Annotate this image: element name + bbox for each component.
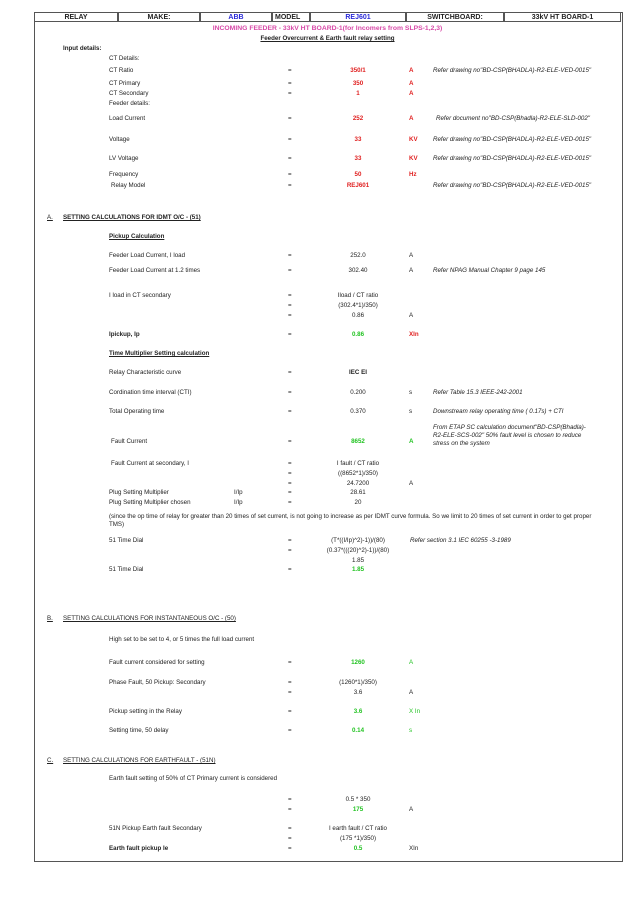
- td-value: (T*((I/Ip)^2)-1))/(80): [331, 537, 385, 544]
- tdf-eq: =: [288, 566, 292, 573]
- load-current-ref: Refer document no"BD-CSP(Bhadla)-R2-ELE-SLD-002": [436, 115, 590, 122]
- e2-eq: =: [288, 806, 292, 813]
- e5-value: 0.5: [353, 845, 363, 852]
- iload-sec-label: I load in CT secondary: [109, 292, 171, 299]
- lv-voltage-ref: Refer drawing no"BD-CSP(BHADLA)-R2-ELE-VED-0015": [433, 155, 592, 162]
- relay-model-eq: =: [288, 182, 292, 189]
- fault-unit: A: [409, 438, 414, 445]
- lv-voltage-unit: KV: [409, 155, 418, 162]
- fsec-unit3: A: [409, 480, 414, 487]
- lv-voltage-value: 33: [354, 155, 362, 162]
- load-current-unit: A: [409, 115, 414, 122]
- psm-mid: I/Ip: [234, 489, 243, 496]
- load-current-eq: =: [288, 115, 292, 122]
- feeder-load-unit: A: [409, 252, 414, 259]
- fsec-eq3: =: [288, 480, 292, 487]
- top-label: Total Operating time: [109, 408, 165, 415]
- iload-sec-value3: 0.86: [351, 312, 365, 319]
- feeder-load-eq: =: [288, 252, 292, 259]
- e4-eq: =: [288, 835, 292, 842]
- iload-sec-eq2: =: [288, 302, 292, 309]
- iload-sec-value2: (302.4*1)/350): [338, 302, 378, 309]
- feeder-details: Feeder details:: [109, 100, 150, 107]
- relay-model-ref: Refer drawing no"BD-CSP(BHADLA)-R2-ELE-VED-0015": [433, 182, 592, 189]
- feeder-load-12-ref: Refer NPAG Manual Chapter 9 page 145: [433, 267, 546, 274]
- ct-secondary-label: CT Secondary: [109, 90, 149, 97]
- ct-ratio-eq: =: [288, 67, 292, 74]
- input-heading: Input details:: [63, 45, 102, 52]
- curve-eq: =: [288, 369, 292, 376]
- ps-eq: =: [288, 708, 292, 715]
- ct-details: CT Details:: [109, 55, 140, 62]
- sec-c-title: SETTING CALCULATIONS FOR EARTHFAULT - (51N): [63, 757, 216, 764]
- psm-note: (since the op time of relay for greater than 20 times of set current, is not going to increase as per IDMT curve formula. So we limit to 20 times of set current in order to get proper TMS): [109, 513, 592, 528]
- feeder-load-12-unit: A: [409, 267, 414, 274]
- ct-ratio-label: CT Ratio: [109, 67, 134, 74]
- e3-eq: =: [288, 825, 292, 832]
- fc-label: Fault current considered for setting: [109, 659, 205, 666]
- ct-secondary-eq: =: [288, 90, 292, 97]
- td-value2: (0.37*(((20)^2)-1))/(80): [326, 547, 390, 554]
- lv-voltage-eq: =: [288, 155, 292, 162]
- e3-value: I earth fault / CT ratio: [328, 825, 387, 832]
- sec-a-letter: A.: [47, 214, 53, 221]
- st-label: Setting time, 50 delay: [109, 727, 169, 734]
- sec-b-note: High set to be set to 4, or 5 times the full load current: [109, 636, 255, 643]
- sec-c-note: Earth fault setting of 50% of CT Primary current is considered: [109, 775, 278, 782]
- fault-value: 8652: [351, 438, 365, 445]
- tms-title: Time Multiplier Setting calculation: [109, 350, 210, 357]
- iload-sec-unit3: A: [409, 312, 414, 319]
- ps-value: 3.6: [353, 708, 363, 715]
- header-relay: RELAY: [34, 12, 118, 22]
- ct-primary-eq: =: [288, 80, 292, 87]
- sec-b-letter: B.: [47, 615, 53, 622]
- fsec-value: I fault / CT ratio: [336, 460, 380, 467]
- e3-label: 51N Pickup Earth fault Secondary: [109, 825, 202, 832]
- feeder-load-label: Feeder Load Current, I load: [109, 252, 186, 259]
- voltage-ref: Refer drawing no"BD-CSP(BHADLA)-R2-ELE-VED-0015": [433, 136, 592, 143]
- st-eq: =: [288, 727, 292, 734]
- pf-label: Phase Fault, 50 Pickup: Secondary: [109, 679, 206, 686]
- ct-ratio-value: 350/1: [350, 67, 366, 74]
- frequency-value: 50: [354, 171, 362, 178]
- relay-model-value: REJ601: [346, 182, 370, 189]
- psm2-eq: =: [288, 499, 292, 506]
- subtitle: INCOMING FEEDER - 33kV HT BOARD-1(for Incomers from SLPS-1,2,3): [212, 25, 443, 32]
- ipickup-label: Ipickup, Ip: [109, 331, 140, 338]
- psm2-label: Plug Setting Multiplier chosen: [109, 499, 191, 506]
- sec-c-letter: C.: [47, 757, 54, 764]
- cti-label: Cordination time interval (CTI): [109, 389, 192, 396]
- fault-eq: =: [288, 438, 292, 445]
- fsec-eq2: =: [288, 470, 292, 477]
- psm-label: Plug Setting Multiplier: [109, 489, 169, 496]
- ct-primary-value: 350: [352, 80, 364, 87]
- curve-label: Relay Characteristic curve: [109, 369, 182, 376]
- pickup-title: Pickup Calculation: [109, 233, 165, 240]
- e5-label: Earth fault pickup Ie: [109, 845, 169, 852]
- ipickup-eq: =: [288, 331, 292, 338]
- tdf-value: 1.85: [351, 566, 365, 573]
- frequency-unit: Hz: [409, 171, 417, 178]
- header-switchboard-label: SWITCHBOARD:: [406, 12, 504, 22]
- relay-model-label: Relay Model: [111, 182, 146, 189]
- psm2-mid: I/Ip: [234, 499, 243, 506]
- ct-secondary-value: 1: [356, 90, 360, 97]
- voltage-eq: =: [288, 136, 292, 143]
- voltage-unit: KV: [409, 136, 418, 143]
- ps-unit: X In: [409, 708, 421, 715]
- e4-value: (175 *1)/350): [339, 835, 377, 842]
- header-model-label: MODEL: [272, 12, 310, 22]
- pf-value: (1260*1)/350): [339, 679, 377, 686]
- ct-ratio-unit: A: [409, 67, 414, 74]
- pf-eq: =: [288, 679, 292, 686]
- header-switchboard-value: 33kV HT BOARD-1: [504, 12, 621, 22]
- feeder-load-value: 252.0: [350, 252, 366, 259]
- header-make-label: MAKE:: [118, 12, 200, 22]
- cti-value: 0.200: [350, 389, 366, 396]
- ps-label: Pickup setting in the Relay: [109, 708, 182, 715]
- fc-unit: A: [409, 659, 414, 666]
- curve-value: IEC EI: [349, 369, 367, 376]
- top-ref: Downstream relay operating time ( 0.17s) + CTI: [433, 408, 564, 415]
- fault-label: Fault Current: [111, 438, 148, 445]
- feeder-load-12-value: 302.40: [348, 267, 368, 274]
- e2-unit: A: [409, 806, 414, 813]
- fsec-value2: ((8652*1)/350): [338, 470, 378, 477]
- ct-primary-unit: A: [409, 80, 414, 87]
- fault-ref: From ETAP SC calculation document"BD-CSP(Bhadla)-R2-ELE-SCS-002" 50% fault level is chosen to reduce stress on the system: [433, 424, 586, 447]
- ipickup-unit: XIn: [409, 331, 419, 338]
- iload-sec-eq: =: [288, 292, 292, 299]
- td-ref: Refer section 3.1 IEC 60255 -3-1989: [410, 537, 511, 544]
- fc-eq: =: [288, 659, 292, 666]
- section-title: Feeder Overcurrent & Earth fault relay setting: [260, 35, 395, 42]
- pf-eq2: =: [288, 689, 292, 696]
- psm2-value: 20: [354, 499, 362, 506]
- top-value: 0.370: [350, 408, 366, 415]
- td-eq2: =: [288, 547, 292, 554]
- frequency-eq: =: [288, 171, 292, 178]
- top-eq: =: [288, 408, 292, 415]
- sec-a-title: SETTING CALCULATIONS FOR IDMT O/C - (51): [63, 214, 201, 221]
- iload-sec-eq3: =: [288, 312, 292, 319]
- ipickup-value: 0.86: [351, 331, 365, 338]
- td-label: 51 Time Dial: [109, 537, 144, 544]
- pf-unit2: A: [409, 689, 414, 696]
- cti-ref: Refer Table 15.3 IEEE-242-2001: [433, 389, 523, 396]
- e2-value: 175: [352, 806, 364, 813]
- voltage-label: Voltage: [109, 136, 130, 143]
- fsec-value3: 24.7200: [346, 480, 370, 487]
- psm-eq: =: [288, 489, 292, 496]
- pf-value2: 3.6: [353, 689, 363, 696]
- header-make-value: ABB: [200, 12, 272, 22]
- fsec-eq: =: [288, 460, 292, 467]
- st-unit: s: [409, 727, 413, 734]
- td-eq: =: [288, 537, 292, 544]
- voltage-value: 33: [354, 136, 362, 143]
- load-current-label: Load Current: [109, 115, 146, 122]
- feeder-load-12-eq: =: [288, 267, 292, 274]
- st-value: 0.14: [351, 727, 365, 734]
- iload-sec-value: Iload / CT ratio: [337, 292, 379, 299]
- load-current-value: 252: [352, 115, 364, 122]
- td-value3: 1.85: [351, 557, 365, 564]
- ct-primary-label: CT Primary: [109, 80, 141, 87]
- sec-b-title: SETTING CALCULATIONS FOR INSTANTANEOUS O/C - (50): [63, 615, 236, 622]
- cti-eq: =: [288, 389, 292, 396]
- psm-value: 28.61: [350, 489, 366, 496]
- feeder-load-12-label: Feeder Load Current at 1.2 times: [109, 267, 201, 274]
- lv-voltage-label: LV Voltage: [109, 155, 139, 162]
- ct-secondary-unit: A: [409, 90, 414, 97]
- e1-eq: =: [288, 796, 292, 803]
- ct-ratio-ref: Refer drawing no"BD-CSP(BHADLA)-R2-ELE-VED-0015": [433, 67, 592, 74]
- frequency-label: Frequency: [109, 171, 139, 178]
- e5-unit: XIn: [409, 845, 419, 852]
- header-model-value: REJ601: [310, 12, 406, 22]
- tdf-label: 51 Time Dial: [109, 566, 144, 573]
- fc-value: 1260: [351, 659, 365, 666]
- top-unit: s: [409, 408, 413, 415]
- cti-unit: s: [409, 389, 413, 396]
- e5-eq: =: [288, 845, 292, 852]
- fsec-label: Fault Current at secondary, I: [111, 460, 189, 467]
- e1-value: 0.5 * 350: [345, 796, 371, 803]
